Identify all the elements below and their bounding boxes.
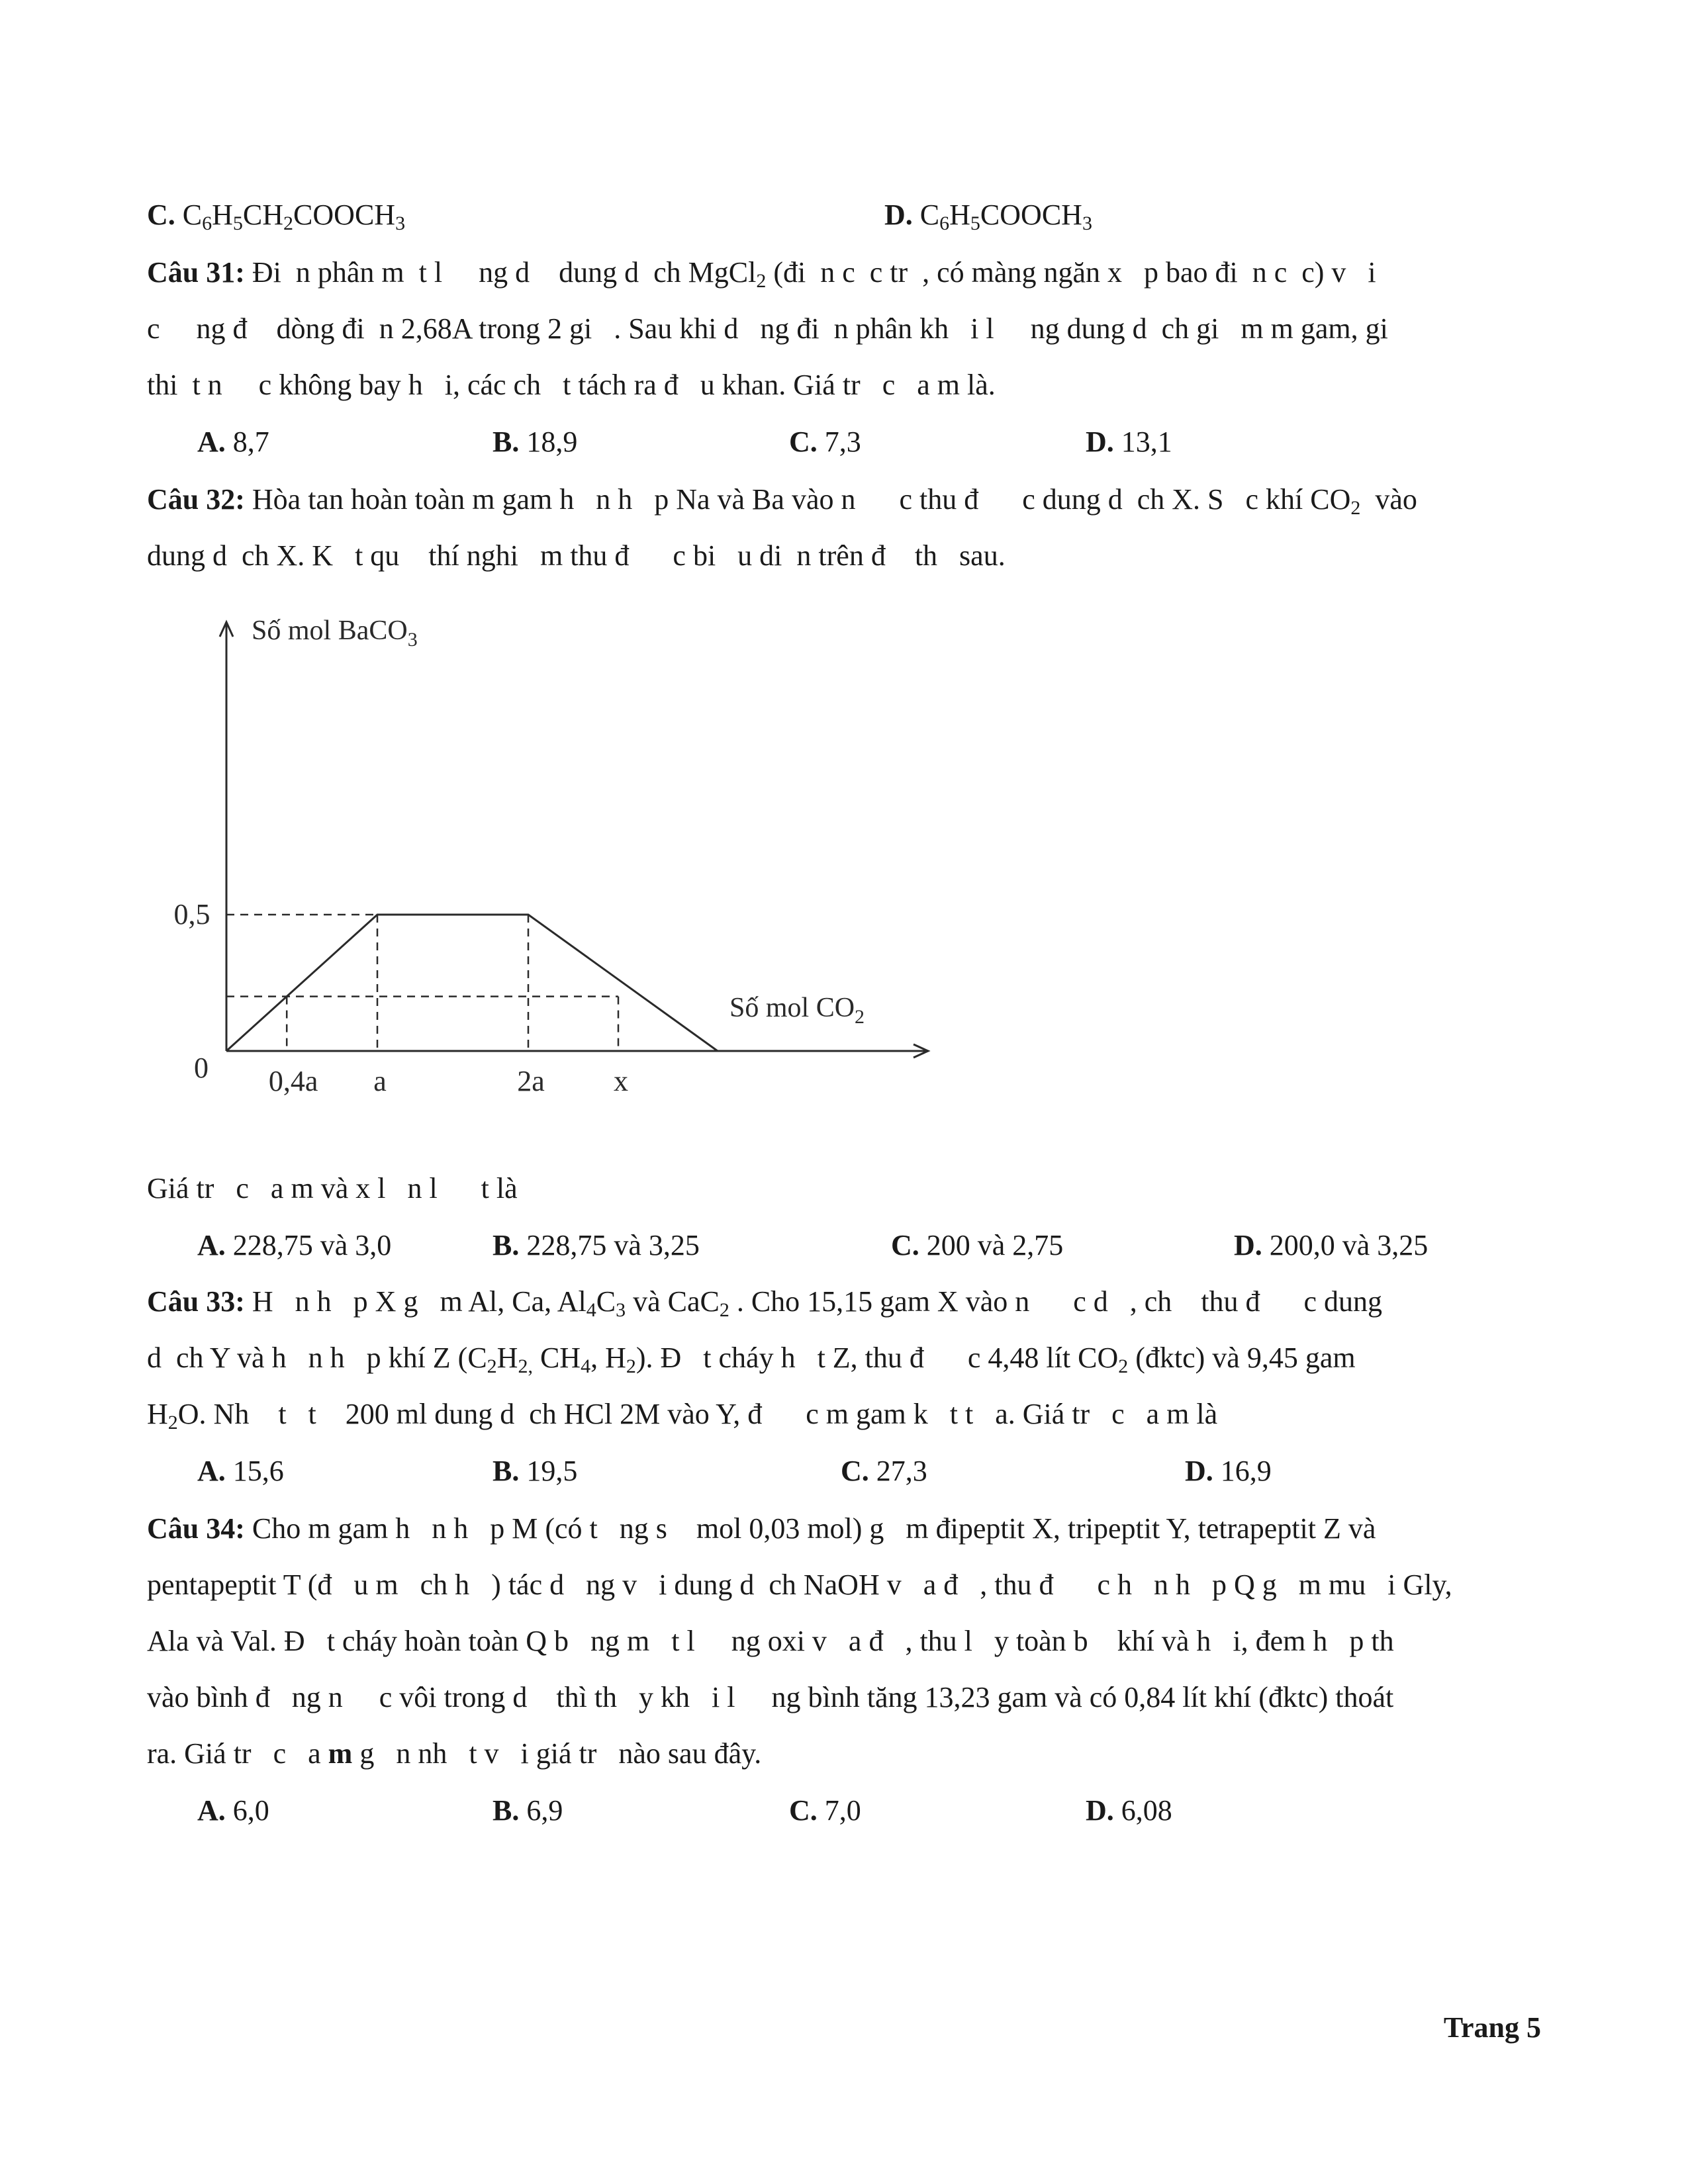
q31-option-a: A. 8,7 <box>197 426 269 458</box>
q32-line2: dung d ch X. K t qu thí nghi m thu đ c bi u di n trên đ th sau. <box>147 539 1006 572</box>
q32-option-b: B. 228,75 và 3,25 <box>492 1229 700 1261</box>
option-c-prev: C. $C_6H_5CH_2COOCH_3$ <box>147 199 406 234</box>
q34-line1: Câu 34: Cho m gam h n h p M (có t ng s mol 0,03 mol) g m đipeptit X, tripeptit Y, tetrapeptit Z và <box>147 1512 1376 1545</box>
option-d-prev: D. $C_6H_5COOCH_3$ <box>884 199 1092 234</box>
y-axis-label: Số mol BaCO$_3$ <box>252 615 418 651</box>
q32-option-d: D. 200,0 và 3,25 <box>1234 1229 1429 1261</box>
q31-option-d: D. 13,1 <box>1086 426 1172 458</box>
graph-labels <box>174 615 865 1097</box>
y-tick-0-5: 0,5 <box>173 898 211 931</box>
q32-option-a: A. 228,75 và 3,0 <box>197 1229 392 1261</box>
q34-line4: vào bình đ ng n c vôi trong d thì th y kh i l ng bình tăng 13,23 gam và có 0,84 lít khí (đktc) thoát <box>147 1681 1394 1713</box>
x-axis-label-sub: 2 <box>855 1006 865 1028</box>
q33-option-a: A. 15,6 <box>197 1455 284 1487</box>
x-tick-3: x <box>614 1065 628 1097</box>
page-number: Trang 5 <box>1443 2011 1541 2044</box>
q33-option-d: D. 16,9 <box>1185 1455 1272 1487</box>
origin-label: 0 <box>194 1052 209 1084</box>
q31-line2: c ng đ dòng đi n 2,68A trong 2 gi . Sau khi d ng đi n phân kh i l ng dung d ch gi m m gam, gi <box>147 312 1388 345</box>
graph-series <box>226 915 718 1051</box>
q33-line2: d ch Y và h n h p khí Z ($C_2H_{2,}$ $CH_4$, $H_2$). Đ t cháy h t Z, thu đ c 4,48 lít $CO_2$ (đktc) và 9,45 gam <box>147 1342 1356 1377</box>
x-tick-2: 2a <box>517 1065 545 1097</box>
q34-line2: pentapeptit T (đ u m ch h ) tác d ng v i dung d ch NaOH v a đ , thu đ c h n h p Q g m mu i Gly, <box>147 1569 1452 1601</box>
q34-option-d: D. 6,08 <box>1086 1794 1172 1827</box>
x-tick-0: 0,4a <box>268 1065 318 1097</box>
y-axis-label-sub: 3 <box>407 629 418 651</box>
x-axis-label: Số mol $CO_2$ <box>729 993 865 1028</box>
baco3-graph <box>147 596 1074 1112</box>
q31-option-c: C. 7,3 <box>789 426 861 458</box>
x-tick-1: a <box>373 1065 387 1097</box>
q34-option-c: C. 7,0 <box>789 1794 861 1827</box>
q33-line3: $H_2O$. Nh t t 200 ml dung d ch HCl 2M vào Y, đ c m gam k t t a. Giá tr c a m là <box>147 1398 1218 1433</box>
graph-guides <box>226 915 618 1051</box>
q34-option-a: A. 6,0 <box>197 1794 269 1827</box>
q32-answer-prompt: Giá tr c a m và x l n l t là <box>147 1172 518 1205</box>
q33-option-c: C. 27,3 <box>841 1455 927 1487</box>
q32-option-c: C. 200 và 2,75 <box>891 1229 1064 1261</box>
q32-line1: Câu 32: Hòa tan hoàn toàn m gam h n h p Na và Ba vào n c thu đ c dung d ch X. S c khí $CO_2$ vào <box>147 483 1417 519</box>
baco3-line <box>226 915 718 1051</box>
q31-line1: Câu 31: Đi n phân m t l ng d dung d ch MgCl$_2$ (đi n c c tr , có màng ngăn x p bao đi n c c) v i <box>147 256 1376 292</box>
q34-line3: Ala và Val. Đ t cháy hoàn toàn Q b ng m t l ng oxi v a đ , thu l y toàn b khí và h i, đem h p th <box>147 1625 1394 1657</box>
q34-line5: ra. Giá tr c a m g n nh t v i giá tr nào sau đây. <box>147 1737 762 1770</box>
q31-line3: thi t n c không bay h i, các ch t tách ra đ u khan. Giá tr c a m là. <box>147 369 996 401</box>
q31-option-b: B. 18,9 <box>492 426 578 458</box>
q33-option-b: B. 19,5 <box>492 1455 578 1487</box>
q34-option-b: B. 6,9 <box>492 1794 563 1827</box>
q33-line1: Câu 33: H n h p X g m Al, Ca, $Al_4C_3$ và CaC$_2$ . Cho 15,15 gam X vào n c d , ch thu đ c dung <box>147 1285 1383 1321</box>
